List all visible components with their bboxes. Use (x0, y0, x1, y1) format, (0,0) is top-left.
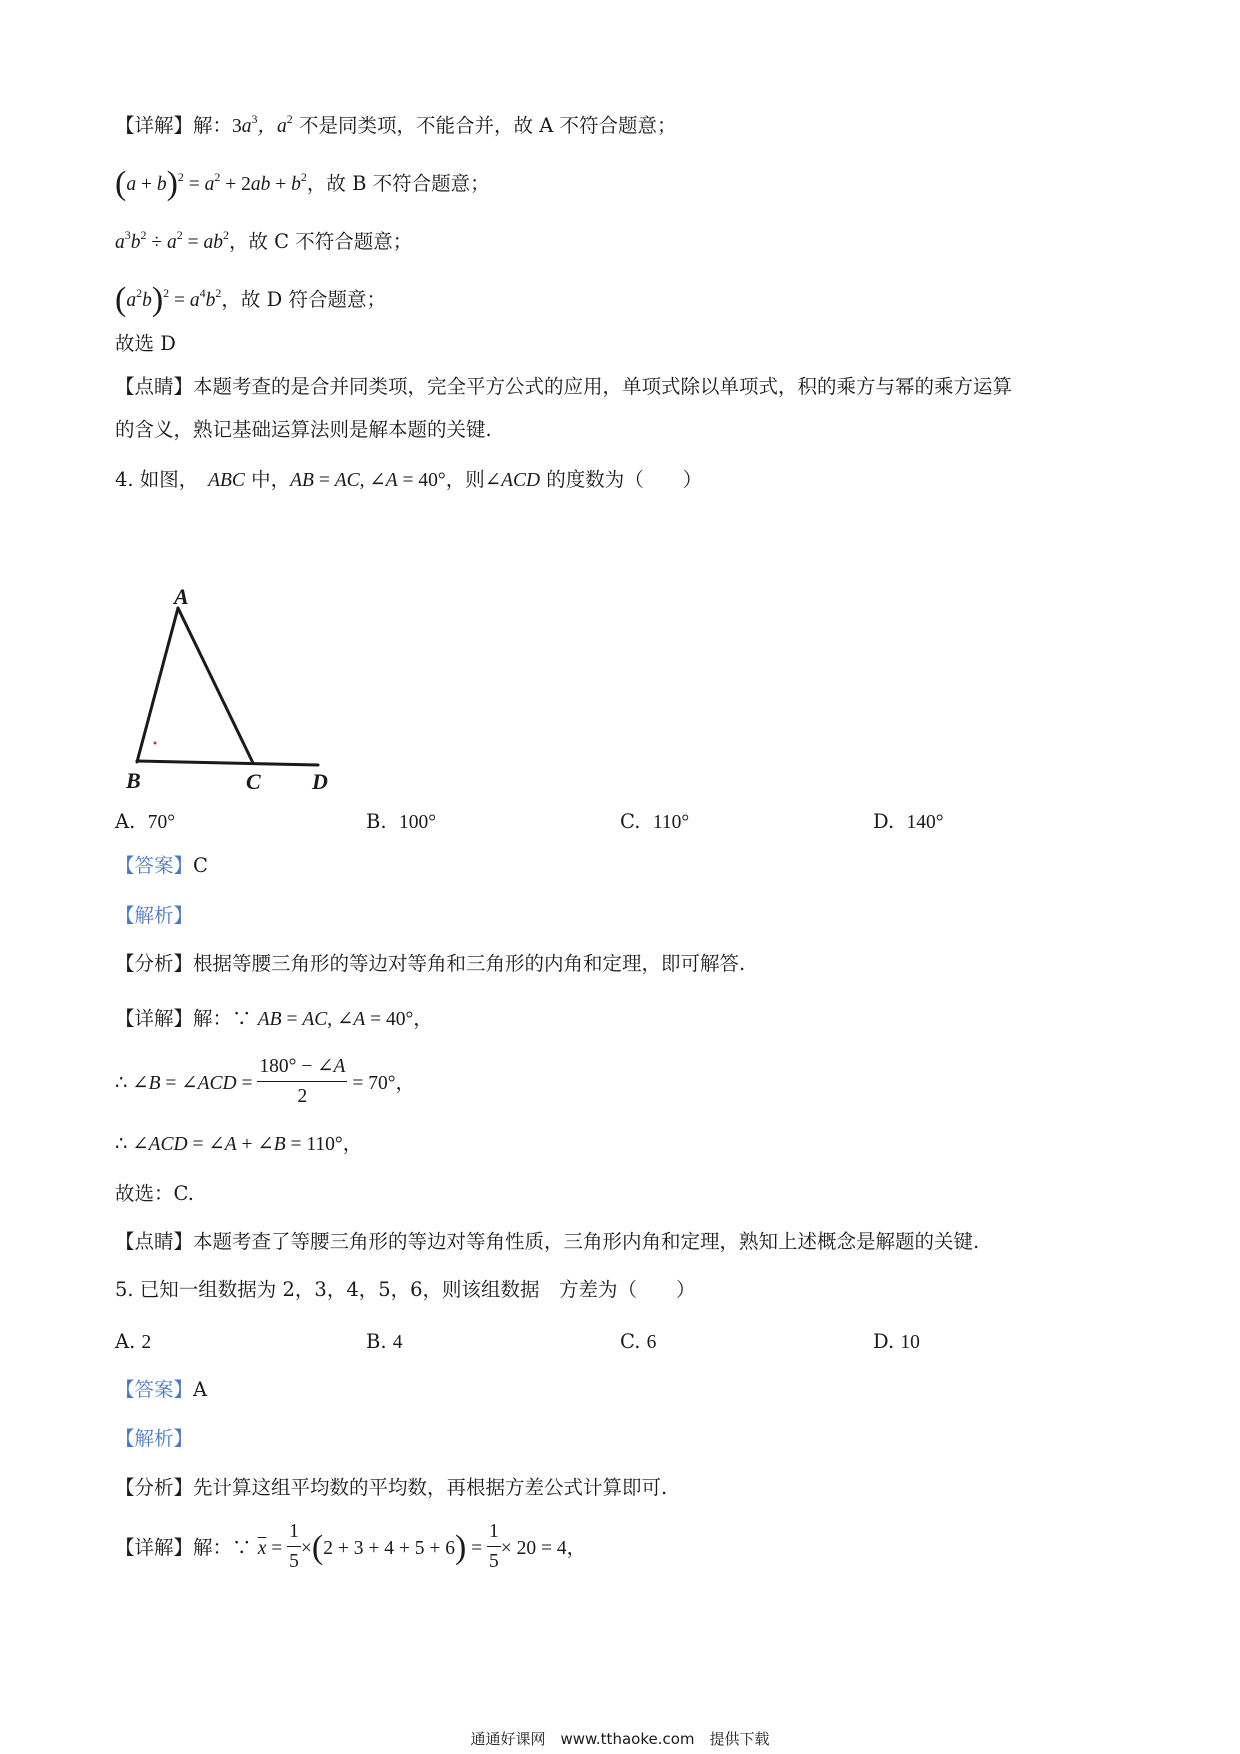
label-a: A (174, 585, 189, 609)
review-tag: 【点睛】 (115, 375, 194, 398)
math: $(a + b)^2 = a^2 + 2ab + b^2$ (115, 165, 307, 202)
q3-detail-line-1: 【详解】解：$3a^3$，$a^2$ 不是同类项，不能合并，故 A 不符合题意； (115, 112, 677, 137)
q4-option-c: C. 110° (620, 810, 690, 833)
math: $(a^2b)^2 = a^4b^2$ (115, 281, 222, 318)
q5-detail-line-1: 【详解】解：∵ $\overline{x}$ = $\frac{1}{5}$ ×(2 + 3 + 4 + 5 + 6) = $\frac{1}{5}$ × 20 = 4， (115, 1520, 586, 1579)
q4-detail-line-1: 【详解】解：∵ AB = AC, ∠A = 40°， (115, 1007, 433, 1030)
footer: 通通好课网 www.tthaoke.com 提供下载 (470, 1730, 770, 1748)
math: ABC (208, 470, 245, 491)
q4-stem: 4. 如图， ABC 中，AB = AC, ∠A = 40°，则∠ACD 的度数为（ ） (115, 468, 703, 491)
label-d: D (312, 769, 328, 790)
math: $3a^3$，$a^2$ (232, 112, 293, 137)
label-c: C (246, 769, 261, 790)
q4-review: 【点睛】本题考查了等腰三角形的等边对等角性质，三角形内角和定理，熟知上述概念是解题的关键. (115, 1230, 980, 1253)
math: $a^3b^2 \div a^2 = ab^2$ (115, 228, 229, 253)
side-ac (178, 608, 253, 763)
math: AB = AC, ∠A = 40° (290, 470, 446, 491)
q5-option-d: D. 10 (873, 1330, 920, 1353)
q5-stem: 5. 已知一组数据为 2，3，4，5，6，则该组数据 方差为（ ） (115, 1278, 696, 1301)
line-bd (137, 761, 318, 765)
q5-answer: 【答案】A (115, 1378, 208, 1401)
math: ∠ACD (484, 470, 541, 491)
q4-choice: 故选：C. (115, 1182, 194, 1205)
q4-analysis-tag: 【解析】 (115, 904, 194, 927)
q4-detail-line-2: ∴ ∠B = ∠ACD = $\frac{180^\circ - \angle A}{2}$ = 70°， (115, 1055, 415, 1114)
q4-option-d: D. 140° (873, 810, 944, 833)
q4-option-a: A. 70° (115, 810, 175, 833)
q5-option-b: B. 4 (366, 1330, 403, 1353)
q3-detail-line-4: $(a^2b)^2 = a^4b^2$，故 D 符合题意； (115, 281, 386, 318)
q3-review-line-1: 【点睛】本题考查的是合并同类项，完全平方公式的应用，单项式除以单项式，积的乘方与幂的乘方运算 (115, 375, 1013, 398)
fenxi-tag: 【分析】 (115, 952, 194, 975)
stray-dot (154, 742, 157, 745)
q5-fenxi: 【分析】先计算这组平均数的平均数，再根据方差公式计算即可. (115, 1476, 668, 1499)
detail-tag: 【详解】 (115, 114, 194, 137)
q4-answer: 【答案】C (115, 854, 208, 877)
q5-option-a: A. 2 (115, 1330, 152, 1353)
answer-tag: 【答案】 (115, 854, 194, 877)
side-ab (137, 608, 178, 762)
q3-detail-line-2: $(a + b)^2 = a^2 + 2ab + b^2$，故 B 不符合题意； (115, 165, 490, 202)
math: ∴ ∠ACD = ∠A + ∠B = 110° (115, 1134, 343, 1155)
q4-fenxi: 【分析】根据等腰三角形的等边对等角和三角形的内角和定理，即可解答. (115, 952, 746, 975)
math: AB = AC, ∠A = 40° (257, 1009, 414, 1030)
label-b: B (126, 768, 141, 790)
q5-analysis-tag: 【解析】 (115, 1427, 194, 1450)
q3-review-line-2: 的含义，熟记基础运算法则是解本题的关键. (115, 418, 492, 441)
triangle-figure (120, 585, 360, 790)
q5-option-c: C. 6 (620, 1330, 657, 1353)
q4-detail-line-3: ∴ ∠ACD = ∠A + ∠B = 110°， (115, 1132, 363, 1155)
fenxi-tag: 【分析】 (115, 1476, 194, 1499)
q3-detail-line-3: $a^3b^2 \div a^2 = ab^2$，故 C 不符合题意； (115, 228, 413, 253)
review-tag: 【点睛】 (115, 1230, 194, 1253)
math: ∴ ∠B = ∠ACD = $\frac{180^\circ - \angle A}{2}$ = 70° (115, 1073, 396, 1094)
q4-option-b: B. 100° (366, 810, 436, 833)
q3-choice: 故选 D (115, 332, 176, 355)
math: $\overline{x}$ = $\frac{1}{5}$ ×(2 + 3 + 4 + 5 + 6) = $\frac{1}{5}$ × 20 = 4 (258, 1538, 567, 1559)
answer-tag: 【答案】 (115, 1378, 194, 1401)
